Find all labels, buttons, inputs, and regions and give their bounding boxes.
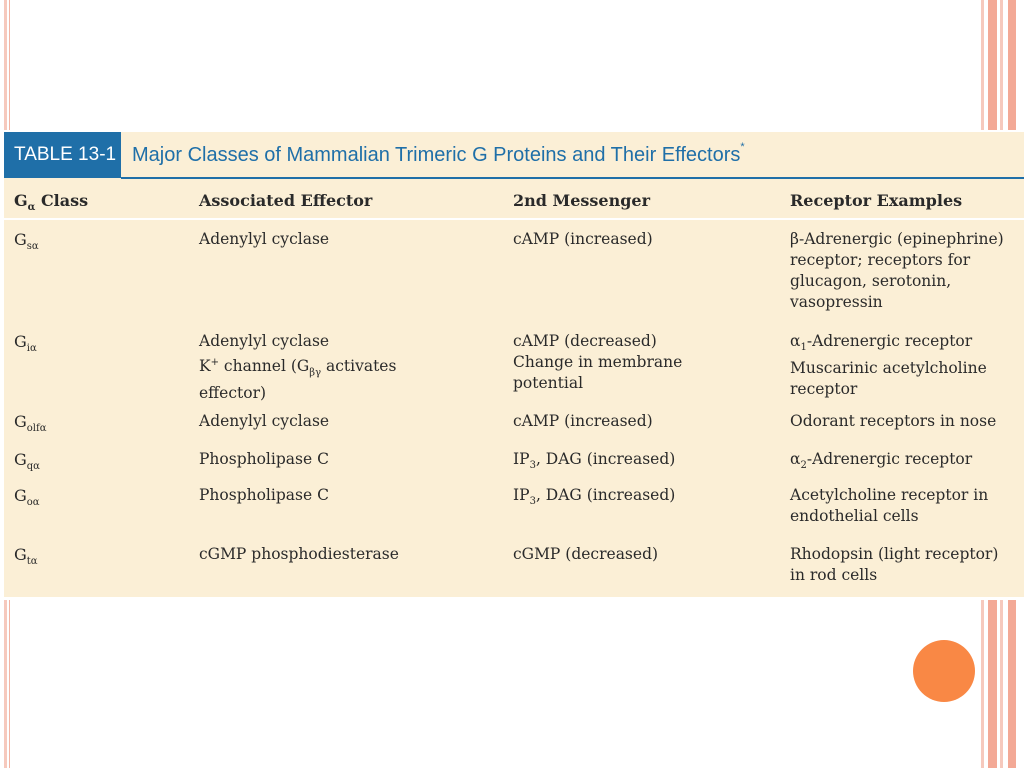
messenger-line: Change in membrane potential [513, 353, 683, 392]
right-stripe-bottom-4 [1008, 600, 1016, 768]
g-class-sub: tα [26, 556, 38, 568]
table-title-footnote-mark: * [740, 141, 745, 153]
receptor-post: -Adrenergic receptor [806, 450, 973, 468]
column-header-class [14, 190, 88, 218]
effector-cell: cGMP phosphodiesterase [199, 545, 399, 563]
class-header-sub: α [27, 202, 36, 214]
receptor-cell: Acetylcholine receptor in endothelial cells [790, 486, 989, 525]
effector-cell: Adenylyl cyclase [199, 230, 330, 248]
effector-cell: Phospholipase C [199, 486, 329, 504]
receptor-line [790, 331, 1000, 358]
column-header-receptor: Receptor Examples [790, 191, 963, 210]
receptor-cell [790, 331, 1000, 400]
right-stripe-bottom-3 [1000, 600, 1003, 768]
g-class-cell: $G_{q\alpha}$ [14, 450, 40, 473]
g-class-cell: $G_{t\alpha}$ [14, 545, 38, 568]
left-stripe-bottom [4, 600, 7, 768]
g-class-sub: qα [26, 461, 40, 473]
column-header-row [4, 180, 1024, 220]
table-bottom-edge [4, 597, 1024, 599]
column-header-messenger: 2nd Messenger [513, 191, 651, 210]
g-class-sub: oα [26, 497, 40, 509]
table-number-badge: TABLE 13-1 [4, 132, 121, 178]
messenger-cell [513, 485, 675, 512]
table-title-text: Major Classes of Mammalian Trimeric G Proteins and Their Effectors [132, 144, 741, 166]
messenger-cell [513, 449, 675, 476]
messenger-sub: 3 [529, 496, 536, 508]
effector-line: effector) [199, 384, 267, 403]
class-header-g: G [14, 191, 28, 210]
g-class-cell: $G_{i\alpha}$ [14, 332, 37, 355]
receptor-cell: Odorant receptors in nose [790, 412, 997, 430]
messenger-post: , DAG (increased) [535, 486, 676, 504]
orange-circle-icon [913, 640, 975, 702]
right-stripe-top-1 [981, 0, 984, 130]
column-header-effector: Associated Effector [199, 191, 373, 210]
left-stripe-top [4, 0, 7, 130]
right-stripe-bottom-2 [988, 600, 997, 768]
effector-k: K [199, 357, 211, 376]
messenger-cell [513, 331, 713, 394]
receptor-cell: β-Adrenergic (epinephrine) receptor; receptors for glucagon, serotonin, vasopressin [790, 230, 1004, 311]
effector-mid: channel (G [218, 357, 310, 376]
left-stripe-top-thin [9, 0, 10, 130]
table-header [4, 132, 1024, 178]
receptor-sub: 2 [800, 460, 807, 472]
receptor-alpha: α [790, 450, 801, 468]
header-rule [121, 177, 1024, 179]
effector-cell: Phospholipase C [199, 450, 329, 468]
g-class-sub: olfα [26, 423, 47, 435]
receptor-post: -Adrenergic receptor [806, 332, 973, 350]
g-class-sub: iα [26, 343, 37, 355]
receptor-sub: 1 [800, 342, 807, 354]
messenger-post: , DAG (increased) [535, 450, 676, 468]
g-class-cell: $G_{o\alpha}$ [14, 486, 40, 509]
right-stripe-bottom-1 [981, 600, 984, 768]
effector-line [199, 352, 499, 383]
messenger-line: cAMP (decreased) [513, 332, 657, 350]
effector-sub: βγ [309, 367, 322, 379]
receptor-line: Muscarinic acetylcholine receptor [790, 359, 987, 399]
right-stripe-top-4 [1008, 0, 1016, 130]
g-class-sub: sα [26, 241, 39, 253]
effector-k-sup: + [210, 357, 219, 368]
effector-cell [199, 331, 499, 404]
right-stripe-top-2 [988, 0, 997, 130]
receptor-cell: Rhodopsin (light receptor) in rod cells [790, 545, 999, 584]
effector-cell: Adenylyl cyclase [199, 412, 330, 430]
messenger-cell: cAMP (increased) [513, 230, 653, 248]
receptor-cell [790, 449, 1022, 476]
receptor-alpha: α [790, 332, 801, 350]
messenger-cell: cAMP (increased) [513, 412, 653, 430]
table-title [132, 132, 745, 178]
table-panel [4, 132, 1024, 599]
messenger-ip: IP [513, 486, 530, 504]
g-class-cell: $G_{s\alpha}$ [14, 230, 39, 253]
effector-post: activates [321, 357, 397, 376]
class-header-rest: Class [35, 191, 89, 210]
messenger-cell: cGMP (decreased) [513, 545, 659, 563]
right-stripe-top-3 [1000, 0, 1003, 130]
effector-line: Adenylyl cyclase [199, 332, 330, 350]
messenger-ip: IP [513, 450, 530, 468]
messenger-sub: 3 [529, 460, 536, 472]
g-class-cell: $G_{olf\alpha}$ [14, 412, 47, 435]
left-stripe-bottom-thin [9, 600, 10, 768]
